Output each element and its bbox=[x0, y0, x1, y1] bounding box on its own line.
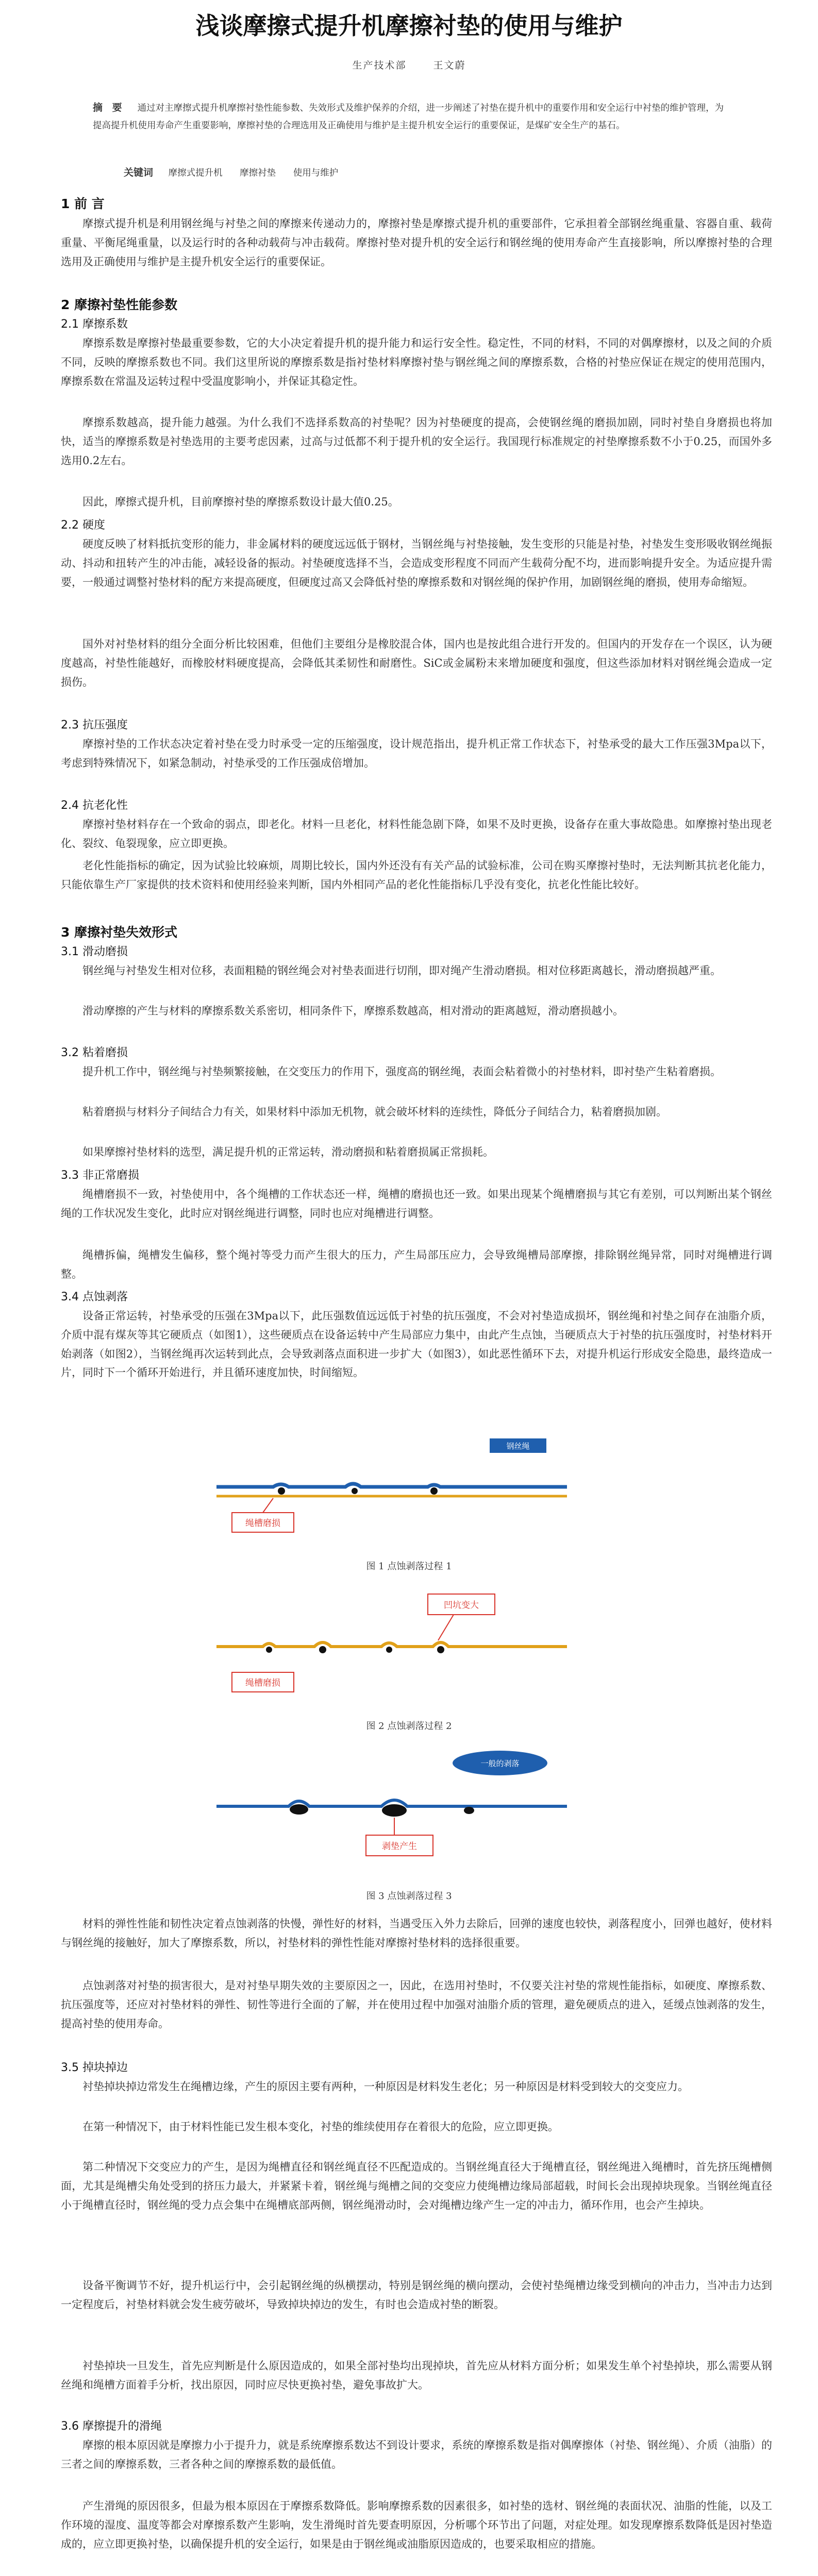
figure-1-caption: 图 1 点蚀剥落过程 1 bbox=[366, 1561, 452, 1572]
paragraph: 设备正常运转，衬垫承受的压强在3Mpa以下，此压强数值远远低于衬垫的抗压强度，不会对衬垫造成损坏，钢丝绳和衬垫之间存在油脂介质，介质中混有煤灰等其它硬质点（如图1），这些硬质点在设备运转中产生局部应力集中，由此产生点蚀，当硬质点大于衬垫的抗压强度时，衬垫材料开始剥落（如图2），当钢丝绳再次运转到此点，会导致剥落点面积进一步扩大（如图3），如此恶性循环下去，对提升机运行形成安全隐患，最终造成一片，同时下一个循环开始进行，并且循环速度加快，时间缩短。 bbox=[61, 1310, 772, 1379]
hard-particle bbox=[386, 1647, 392, 1653]
author-dept: 生产技术部 bbox=[352, 60, 407, 71]
subsection-heading: 3.3 非正常磨损 bbox=[61, 1169, 139, 1182]
hard-particle bbox=[319, 1646, 326, 1653]
paragraph: 绳槽拆偏，绳槽发生偏移，整个绳衬等受力而产生很大的压力，产生局部压应力，会导致绳槽局部摩擦，排除钢丝绳异常，同时对绳槽进行调整。 bbox=[61, 1249, 772, 1280]
paragraph: 摩擦系数越高，提升能力越强。为什么我们不选择系数高的衬垫呢？因为衬垫硬度的提高，会使钢丝绳的磨损加剧，同时衬垫自身磨损也将加快，适当的摩擦系数是衬垫选用的主要考虑因素，过高与过低都不利于提升机的安全运行。我国现行标准规定的衬垫摩擦系数不小于0.25，而国外多选用0.2左右。 bbox=[61, 416, 772, 467]
keyword-item: 使用与维护 bbox=[293, 168, 339, 178]
abstract-label: 摘 要 bbox=[93, 102, 125, 113]
hard-particle bbox=[278, 1487, 285, 1495]
paragraph: 第二种情况下交变应力的产生，是因为绳槽直径和钢丝绳直径不匹配造成的。当钢丝绳直径大于绳槽直径，钢丝绳进入绳槽时，首先挤压绳槽侧面，尤其是绳槽尖角处受到的挤压力最大，并紧紧卡着，钢丝绳与绳槽之间的交变应力使绳槽边缘局部超载，时间长会出现掉块现象。当钢丝绳直径小于绳槽直径时，钢丝绳的受力点会集中在绳槽底部两侧，钢丝绳滑动时，会对绳槽边缘产生一定的冲击力，循环作用，也会产生掉块。 bbox=[61, 2161, 772, 2211]
paragraph: 摩擦式提升机是利用钢丝绳与衬垫之间的摩擦来传递动力的，摩擦衬垫是摩擦式提升机的重要部件，它承担着全部钢丝绳重量、容器自重、载荷重量、平衡尾绳重量，以及运行时的各种动载荷与冲击载荷。摩擦衬垫对提升机的安全运行和钢丝绳的使用寿命产生直接影响，所以摩擦衬垫的合理选用及正确使用与维护是主提升机安全运行的重要保证。 bbox=[61, 217, 772, 268]
subsection-heading: 2.3 抗压强度 bbox=[61, 719, 128, 732]
hard-particle bbox=[437, 1646, 444, 1653]
subsection-heading: 2.1 摩擦系数 bbox=[61, 318, 128, 331]
paragraph: 产生滑绳的原因很多，但最为根本原因在于摩擦系数降低。影响摩擦系数的因素很多，如衬垫的选材、钢丝绳的表面状况、油脂的性能，以及工作环境的湿度、温度等都会对摩擦系数产生影响，发生滑绳时首先要查明原因，分析哪个环节出了问题，对症处理。如发现摩擦系数降低是因衬垫造成的，应立即更换衬垫，以确保提升机的安全运行，如果是由于钢丝绳或油脂原因造成的，也要采取相应的措施。 bbox=[61, 2500, 772, 2550]
subsection-heading: 2.4 抗老化性 bbox=[61, 799, 128, 812]
subsection-heading: 3.5 掉块掉边 bbox=[61, 2061, 128, 2074]
paragraph: 摩擦系数是摩擦衬垫最重要参数，它的大小决定着提升机的提升能力和运行安全性。稳定性，不同的材料，不同的对偶摩擦材，以及之间的介质不同，反映的摩擦系数也不同。我们这里所说的摩擦系数是指衬垫材料摩擦衬垫与钢丝绳之间的摩擦系数，合格的衬垫应保证在规定的使用范围内，摩擦系数在常温及运转过程中受温度影响小，并保证其稳定性。 bbox=[61, 337, 772, 387]
paragraph: 点蚀剥落对衬垫的损害很大，是对衬垫早期失效的主要原因之一，因此，在选用衬垫时，不仅要关注衬垫的常规性能指标，如硬度、摩擦系数、抗压强度等，还应对衬垫材料的弹性、韧性等进行全面的了解，并在使用过程中加强对油脂介质的管理，避免硬质点的进入，延缓点蚀剥落的发生，提高衬垫的使用寿命。 bbox=[61, 1979, 772, 2030]
cycle-label: 一般的剥落 bbox=[480, 1759, 520, 1768]
pit-mark bbox=[464, 1807, 474, 1814]
figure-2 bbox=[211, 1585, 572, 1708]
section-heading: 1 前 言 bbox=[61, 196, 105, 211]
paragraph: 摩擦衬垫材料存在一个致命的弱点，即老化。材料一旦老化，材料性能急剧下降，如果不及时更换，设备存在重大事故隐患。如摩擦衬垫出现老化、裂纹、龟裂现象，应立即更换。 bbox=[61, 818, 772, 850]
figure-1 bbox=[211, 1430, 572, 1549]
section-heading: 2 摩擦衬垫性能参数 bbox=[61, 297, 178, 312]
wear-label: 绳槽磨损 bbox=[245, 1518, 280, 1529]
abstract bbox=[93, 99, 727, 134]
paragraph: 衬垫掉块掉边常发生在绳槽边缘，产生的原因主要有两种，一种原因是材料发生老化；另一种原因是材料受到较大的交变应力。 bbox=[82, 2080, 689, 2093]
paragraph: 材料的弹性性能和韧性决定着点蚀剥落的快慢，弹性好的材料，当遇受压入外力去除后，回弹的速度也较快，剥落程度小，回弹也越好，使材料与钢丝绳的接触好，加大了摩擦系数，所以，衬垫材料的弹性性能对摩擦衬垫材料的选择很重要。 bbox=[61, 1918, 772, 1949]
keyword-item: 摩擦式提升机 bbox=[168, 168, 223, 178]
author-line bbox=[0, 58, 818, 72]
wear-pointer bbox=[263, 1498, 273, 1513]
abstract-text: 通过对主摩擦式提升机摩擦衬垫性能参数、失效形式及维护保养的介绍，进一步阐述了衬垫在提升机中的重要作用和安全运行中衬垫的维护管理，为提高提升机使用寿命产生重要影响，摩擦衬垫的合理选用及正确使用与维护是主提升机安全运行的重要保证，是煤矿安全生产的基石。 bbox=[93, 103, 724, 131]
liner-surface bbox=[216, 1642, 567, 1647]
crack-label: 剥垫产生 bbox=[382, 1841, 417, 1852]
paragraph: 摩擦衬垫的工作状态决定着衬垫在受力时承受一定的压缩强度，设计规范指出，提升机正常工作状态下，衬垫承受的最大工作压强3Mpa以下，考虑到特殊情况下，如紧急制动，衬垫承受的工作压强成倍增加。 bbox=[61, 738, 772, 769]
paragraph: 钢丝绳与衬垫发生相对位移，表面粗糙的钢丝绳会对衬垫表面进行切削，即对绳产生滑动磨损。相对位移距离越长，滑动磨损越严重。 bbox=[82, 964, 721, 977]
subsection-heading: 3.6 摩擦提升的滑绳 bbox=[61, 2420, 162, 2433]
paragraph: 设备平衡调节不好，提升机运行中，会引起钢丝绳的纵横摆动，特别是钢丝绳的横向摆动，会使衬垫绳槽边缘受到横向的冲击力，当冲击力达到一定程度后，衬垫材料就会发生疲劳破坏，导致掉块掉边的发生，有时也会造成衬垫的断裂。 bbox=[61, 2279, 772, 2311]
paragraph: 衬垫掉块一旦发生，首先应判断是什么原因造成的，如果全部衬垫均出现掉块，首先应从材料方面分析；如果发生单个衬垫掉块，那么需要从钢丝绳和绳槽方面着手分析，找出原因，同时应尽快更换衬垫，避免事故扩大。 bbox=[61, 2360, 772, 2391]
paragraph: 国外对衬垫材料的组分全面分析比较困难，但他们主要组分是橡胶混合体，国内也是按此组合进行开发的。但国内的开发存在一个误区，认为硬度越高，衬垫性能越好，而橡胶材料硬度提高，会降低其柔韧性和耐磨性。SiC或金属粉末来增加硬度和强度，但这些添加材料对钢丝绳会造成一定损伤。 bbox=[61, 638, 772, 688]
pit-mark bbox=[382, 1804, 407, 1817]
hard-particle bbox=[430, 1487, 438, 1495]
subsection-heading: 3.2 粘着磨损 bbox=[61, 1046, 128, 1059]
wear-label: 绳槽磨损 bbox=[245, 1678, 280, 1688]
pit-label: 凹坑变大 bbox=[444, 1600, 479, 1611]
hard-particle bbox=[266, 1647, 272, 1653]
paragraph: 绳槽磨损不一致，衬垫使用中，各个绳槽的工作状态还一样，绳槽的磨损也还一致。如果出现某个绳槽磨损与其它有差别，可以判断出某个钢丝绳的工作状况发生变化，此时应对钢丝绳进行调整，同时也应对绳槽进行调整。 bbox=[61, 1188, 772, 1219]
paragraph: 在第一种情况下，由于材料性能已发生根本变化，衬垫的维续使用存在着很大的危险，应立即更换。 bbox=[82, 2121, 559, 2133]
subsection-heading: 2.2 硬度 bbox=[61, 519, 105, 532]
pit-pointer bbox=[438, 1615, 454, 1640]
figure-3-caption: 图 3 点蚀剥落过程 3 bbox=[366, 1891, 452, 1902]
hard-particle bbox=[352, 1488, 358, 1494]
paragraph: 因此，摩擦式提升机，目前摩擦衬垫的摩擦系数设计最大值0.25。 bbox=[82, 496, 399, 508]
paragraph: 滑动摩擦的产生与材料的摩擦系数关系密切，相同条件下，摩擦系数越高，相对滑动的距离越短，滑动磨损越小。 bbox=[82, 1005, 624, 1017]
subsection-heading: 3.4 点蚀剥落 bbox=[61, 1291, 128, 1303]
keywords bbox=[124, 165, 727, 179]
paragraph: 如果摩擦衬垫材料的选型，满足提升机的正常运转，滑动磨损和粘着磨损属正常损耗。 bbox=[82, 1146, 494, 1158]
rope-label: 钢丝绳 bbox=[506, 1442, 530, 1451]
figure-3 bbox=[211, 1744, 572, 1878]
keyword-item: 摩擦衬垫 bbox=[240, 168, 276, 178]
pit-mark bbox=[290, 1804, 308, 1815]
paragraph: 提升机工作中，钢丝绳与衬垫频繁接触，在交变压力的作用下，强度高的钢丝绳，表面会粘着微小的衬垫材料，即衬垫产生粘着磨损。 bbox=[82, 1065, 721, 1078]
subsection-heading: 3.1 滑动磨损 bbox=[61, 945, 128, 958]
author-name: 王文蔚 bbox=[433, 60, 466, 71]
paragraph: 硬度反映了材料抵抗变形的能力，非金属材料的硬度远远低于钢材，当钢丝绳与衬垫接触，发生变形的只能是衬垫，衬垫发生变形吸收钢丝绳振动、抖动和扭转产生的冲击能，减轻设备的振动。衬垫硬度选择不当，会造成变形程度不同而产生载荷分配不均，进而影响提升安全。为适应提升需要，一般通过调整衬垫材料的配方来提高硬度，但硬度过高又会降低衬垫的摩擦系数和对钢丝绳的保护作用，加剧钢丝绳的磨损，使用寿命缩短。 bbox=[61, 538, 772, 588]
paragraph: 粘着磨损与材料分子间结合力有关，如果材料中添加无机物，就会破坏材料的连续性，降低分子间结合力，粘着磨损加剧。 bbox=[82, 1106, 667, 1118]
paper-title: 浅谈摩擦式提升机摩擦衬垫的使用与维护 bbox=[195, 12, 623, 40]
keywords-label: 关键词 bbox=[124, 167, 154, 178]
figure-2-caption: 图 2 点蚀剥落过程 2 bbox=[366, 1721, 452, 1732]
rope-line bbox=[216, 1484, 567, 1487]
paragraph: 摩擦的根本原因就是摩擦力小于提升力，就是系统摩擦系数达不到设计要求，系统的摩擦系数是指对偶摩擦体（衬垫、钢丝绳）、介质（油脂）的三者之间的摩擦系数，三者各种之间的摩擦系数的最低值。 bbox=[61, 2439, 772, 2470]
section-heading: 3 摩擦衬垫失效形式 bbox=[61, 925, 178, 940]
paragraph: 老化性能指标的确定，因为试验比较麻烦，周期比较长，国内外还没有有关产品的试验标准，公司在购买摩擦衬垫时，无法判断其抗老化能力，只能依靠生产厂家提供的技术资料和使用经验来判断，国内外相同产品的老化性能指标几乎没有变化，抗老化性能比较好。 bbox=[61, 859, 772, 891]
